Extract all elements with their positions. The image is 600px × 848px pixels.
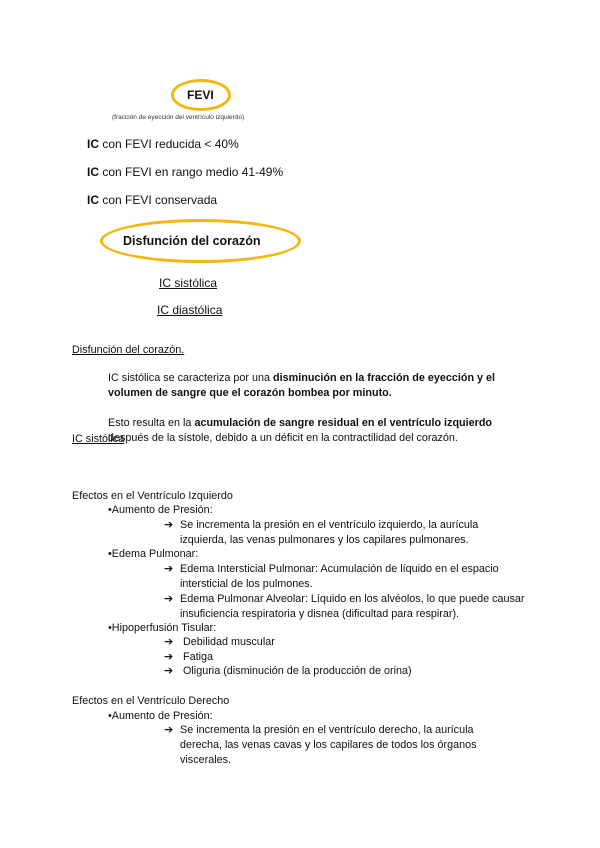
ic-prefix: IC [87, 193, 99, 207]
item-aumento-presion-derecho: Se incrementa la presión en el ventrículo derecho, la aurícula derecha, las venas cavas y los capilares de todos los órganos viscerales. [180, 724, 477, 766]
arrow-icon: ➔ [164, 563, 174, 575]
ic-text: con FEVI reducida < 40% [99, 137, 239, 151]
paragraph-ic-sistolica [108, 371, 528, 401]
item-fatiga: Fatiga [183, 651, 214, 663]
item-edema-intersticial: Edema Intersticial Pulmonar: Acumulación de líquido en el espacio intersticial de los pulmones. [180, 563, 499, 590]
ic-fevi-reducida [87, 137, 239, 151]
item-edema-alveolar: Edema Pulmonar Alveolar: Líquido en los alvéolos, lo que puede causar insuficiencia respiratoria y disnea (dificultad para respirar). [180, 593, 525, 620]
p2-tail: después de la sístole, debido a un déficit en la contractilidad del corazón. [108, 432, 458, 444]
section-heading-disfuncion: Disfunción del corazón. [72, 344, 185, 356]
ic-diastolica-label: IC diastólica [157, 303, 223, 317]
ic-fevi-rango-medio [87, 165, 283, 179]
heading-ventriculo-derecho: Efectos en el Ventrículo Derecho [72, 695, 230, 707]
ic-sistolica-label: IC sistólica [159, 276, 218, 290]
bullet-aumento-presion-derecho: •Aumento de Presión: [108, 710, 213, 722]
bullet-aumento-presion: •Aumento de Presión: [108, 504, 213, 516]
disfuncion-title: Disfunción del corazón [123, 234, 261, 248]
item-oliguria: Oliguria (disminución de la producción de orina) [183, 665, 412, 677]
item-debilidad: Debilidad muscular [183, 636, 275, 648]
heading-ventriculo-izquierdo: Efectos en el Ventrículo Izquierdo [72, 490, 233, 502]
arrow-icon: ➔ [164, 593, 174, 605]
ic-fevi-conservada [87, 193, 217, 207]
ic-prefix: IC [87, 137, 99, 151]
arrow-icon: ➔ [164, 636, 174, 648]
section-heading-ic-sistolica: IC sistólica [72, 433, 125, 445]
ic-text: con FEVI conservada [99, 193, 218, 207]
fevi-title: FEVI [187, 88, 214, 102]
ic-text: con FEVI en rango medio 41-49% [99, 165, 284, 179]
arrow-icon: ➔ [164, 519, 174, 531]
fevi-subtitle: (fracción de eyección del ventrículo izquierdo) [112, 114, 245, 121]
arrow-icon: ➔ [164, 665, 174, 677]
p2-bold: acumulación de sangre residual en el ventrículo izquierdo [194, 417, 493, 429]
p2-normal: Esto resulta en la [108, 417, 195, 429]
paragraph-acumulacion [108, 416, 528, 446]
bullet-edema: •Edema Pulmonar: [108, 548, 199, 560]
p1-bold: disminución en la fracción de eyección y el volumen de sangre que el corazón bombea por minuto. [108, 372, 496, 399]
bullet-hipoperfusion: •Hipoperfusión Tisular: [108, 622, 217, 634]
p1-normal: IC sistólica se caracteriza por una [108, 372, 274, 384]
arrow-icon: ➔ [164, 651, 174, 663]
item-aumento-presion: Se incrementa la presión en el ventrículo izquierdo, la aurícula izquierda, las venas pulmonares y los capilares pulmonares. [180, 519, 479, 546]
ic-prefix: IC [87, 165, 99, 179]
arrow-icon: ➔ [164, 724, 174, 736]
